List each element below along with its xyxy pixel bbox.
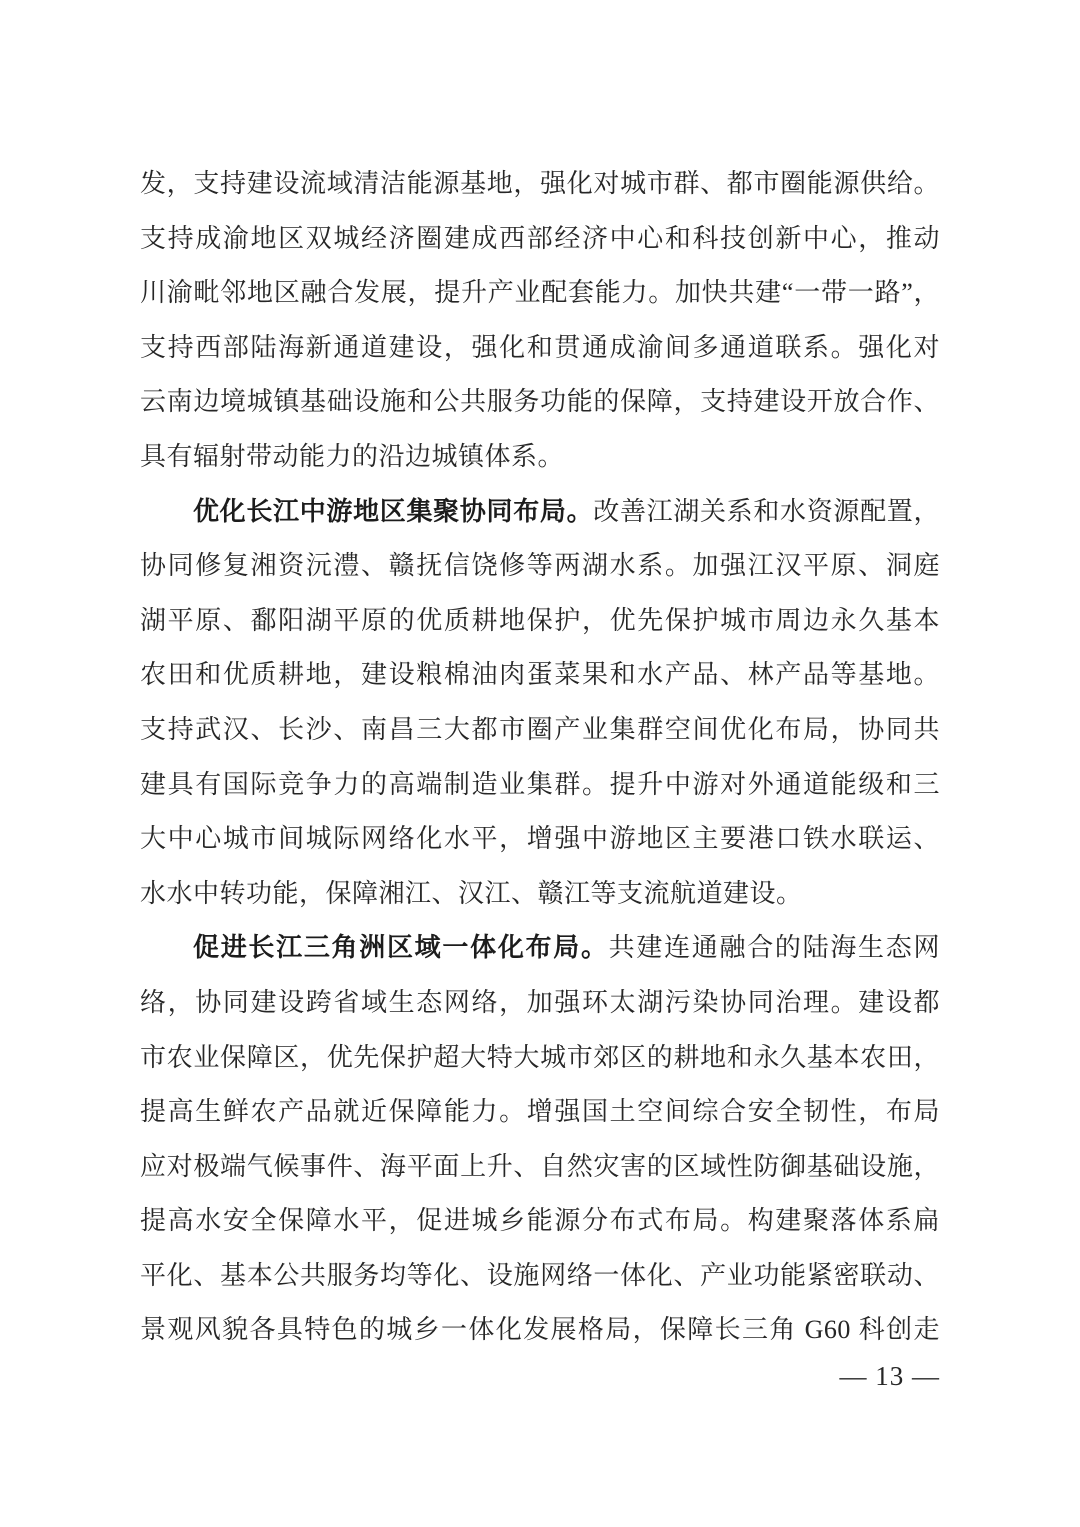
paragraph-text: 具有辐射带动能力的沿边城镇体系。 <box>140 441 565 471</box>
paragraph-text: 农田和优质耕地，建设粮棉油肉蛋菜果和水产品、林产品等基地。 <box>140 660 940 690</box>
paragraph-text: 协同修复湘资沅澧、赣抚信饶修等两湖水系。加强江汉平原、洞庭 <box>140 551 940 581</box>
text-line <box>140 430 940 485</box>
paragraph-text: 市农业保障区，优先保护超大特大城市郊区的耕地和永久基本农田， <box>140 1042 940 1072</box>
text-line <box>140 867 940 922</box>
text-line <box>140 976 940 1031</box>
text-line <box>140 703 940 758</box>
text-line <box>140 212 940 267</box>
paragraph-text: 应对极端气候事件、海平面上升、自然灾害的区域性防御基础设施， <box>140 1151 940 1181</box>
paragraph-text: 建具有国际竞争力的高端制造业集群。提升中游对外通道能级和三 <box>140 769 940 799</box>
paragraph-text: 景观风貌各具特色的城乡一体化发展格局，保障长三角 G60 科创走 <box>140 1315 940 1345</box>
text-line <box>140 485 940 540</box>
text-line <box>140 266 940 321</box>
paragraph-text: 支持武汉、长沙、南昌三大都市圈产业集群空间优化布局，协同共 <box>140 714 940 744</box>
paragraph-text: 湖平原、鄱阳湖平原的优质耕地保护，优先保护城市周边永久基本 <box>140 605 940 635</box>
document-body <box>140 157 940 1358</box>
paragraph-text: 发，支持建设流域清洁能源基地，强化对城市群、都市圈能源供给。 <box>140 169 940 198</box>
text-line <box>140 1303 940 1358</box>
text-line <box>140 1085 940 1140</box>
text-line <box>140 1031 940 1086</box>
text-line <box>140 539 940 594</box>
text-line <box>140 1249 940 1304</box>
paragraph-text: 水水中转功能，保障湘江、汉江、赣江等支流航道建设。 <box>140 878 803 908</box>
text-line <box>140 594 940 649</box>
text-line <box>140 375 940 430</box>
paragraph-text: 支持西部陆海新通道建设，强化和贯通成渝间多通道联系。强化对 <box>140 332 940 362</box>
paragraph-text: 络，协同建设跨省域生态网络，加强环太湖污染协同治理。建设都 <box>140 987 940 1017</box>
paragraph-text: 川渝毗邻地区融合发展，提升产业配套能力。加快共建“一带一路”， <box>140 278 940 308</box>
text-line <box>140 812 940 867</box>
paragraph-text: 平化、基本公共服务均等化、设施网络一体化、产业功能紧密联动、 <box>140 1260 940 1290</box>
paragraph-lead-bold: 促进长江三角洲区域一体化布局。 <box>193 933 609 963</box>
paragraph-text: 提高水安全保障水平，促进城乡能源分布式布局。构建聚落体系扁 <box>140 1206 940 1236</box>
paragraph-text: 云南边境城镇基础设施和公共服务功能的保障，支持建设开放合作、 <box>140 387 940 417</box>
paragraph-text: 改善江湖关系和水资源配置， <box>593 496 940 526</box>
text-line <box>140 1194 940 1249</box>
page-number: — 13 — <box>839 1361 940 1391</box>
text-line <box>140 648 940 703</box>
paragraph-text: 提高生鲜农产品就近保障能力。增强国土空间综合安全韧性，布局 <box>140 1097 940 1127</box>
text-line <box>140 758 940 813</box>
text-line <box>140 157 940 212</box>
paragraph-lead-bold: 优化长江中游地区集聚协同布局。 <box>193 496 594 526</box>
paragraph-text: 大中心城市间城际网络化水平，增强中游地区主要港口铁水联运、 <box>140 824 940 854</box>
text-line <box>140 321 940 376</box>
paragraph-text: 共建连通融合的陆海生态网 <box>608 933 940 963</box>
text-line <box>140 1140 940 1195</box>
text-line <box>140 921 940 976</box>
paragraph-text: 支持成渝地区双城经济圈建成西部经济中心和科技创新中心，推动 <box>140 223 940 253</box>
